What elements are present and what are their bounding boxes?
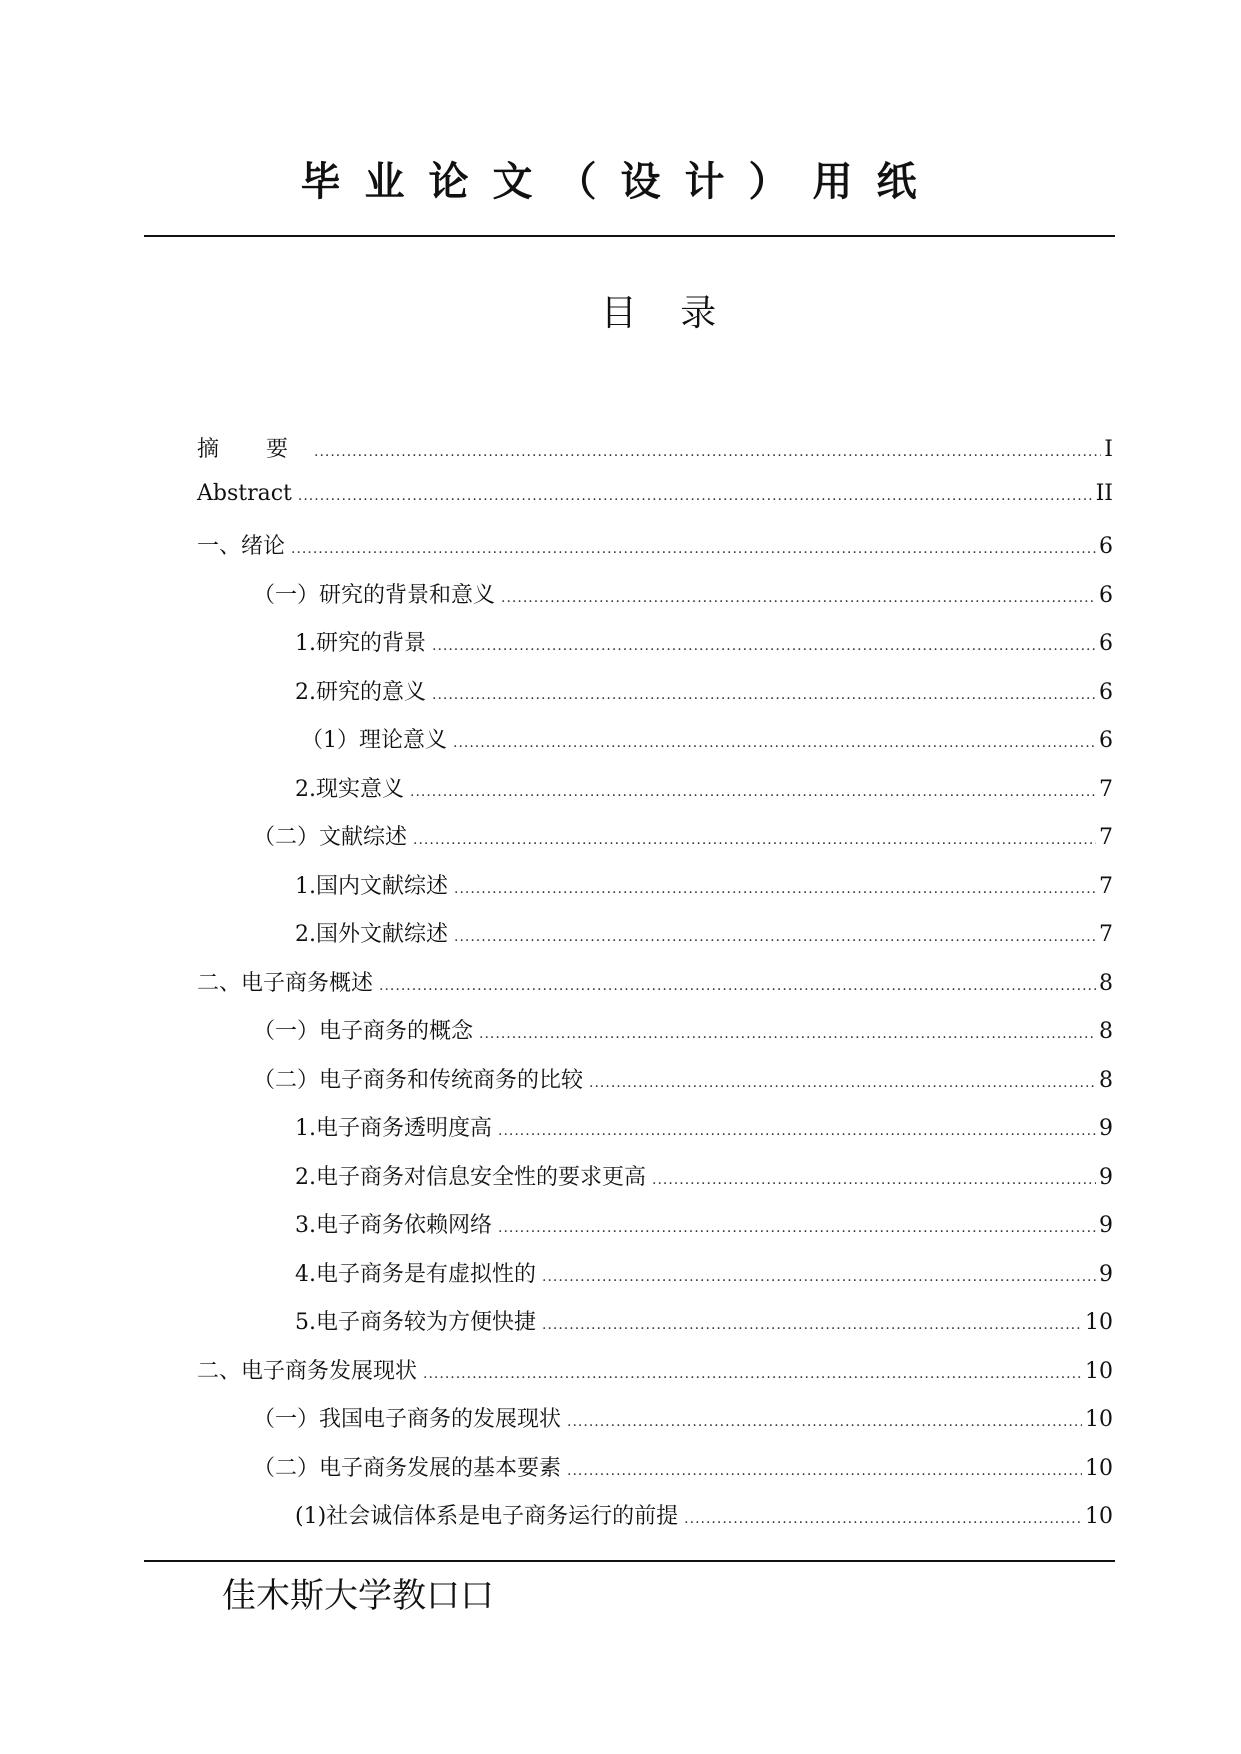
toc-entry[interactable]	[197, 772, 1113, 821]
toc-entry-label: （1）理论意义	[301, 728, 447, 753]
toc-entry[interactable]	[197, 626, 1113, 675]
toc-entry-page: 10	[1085, 1407, 1113, 1432]
toc-leader	[413, 832, 1096, 848]
toc-entry-label: （二）电子商务发展的基本要素	[253, 1455, 562, 1481]
toc-entry-page: 6	[1099, 631, 1113, 656]
toc-leader	[291, 541, 1096, 557]
toc-entry-label: Abstract	[197, 480, 292, 506]
toc-entry-page: II	[1095, 480, 1113, 506]
toc-leader	[453, 735, 1096, 751]
toc-entry-page: 6	[1099, 582, 1113, 608]
table-of-contents	[197, 432, 1113, 1548]
toc-entry[interactable]	[197, 675, 1113, 724]
toc-entry-page: 10	[1085, 1455, 1113, 1481]
toc-leader	[567, 1414, 1082, 1430]
toc-entry-label: 3.电子商务依赖网络	[295, 1213, 492, 1238]
toc-leader	[542, 1317, 1082, 1333]
toc-entry-page: 9	[1099, 1164, 1113, 1190]
toc-leader	[567, 1463, 1082, 1479]
toc-entry-page: I	[1104, 437, 1113, 462]
toc-entry[interactable]	[197, 432, 1113, 481]
header-divider	[144, 235, 1115, 237]
toc-entry-label: （一）研究的背景和意义	[253, 582, 496, 608]
toc-leader	[542, 1269, 1096, 1285]
toc-entry-label: (1)社会诚信体系是电子商务运行的前提	[295, 1504, 679, 1529]
toc-entry-page: 8	[1099, 970, 1113, 996]
toc-leader	[454, 929, 1096, 945]
toc-entry[interactable]	[197, 1014, 1113, 1063]
toc-entry-label: 2.电子商务对信息安全性的要求更高	[295, 1164, 646, 1190]
toc-entry-label: 5.电子商务较为方便快捷	[295, 1310, 536, 1335]
toc-leader	[423, 1366, 1082, 1382]
toc-entry-label: 二、电子商务概述	[197, 970, 374, 996]
toc-entry-page: 8	[1099, 1019, 1113, 1044]
footer-divider	[144, 1560, 1115, 1562]
toc-leader	[379, 978, 1096, 994]
toc-entry-label: 1.电子商务透明度高	[295, 1116, 492, 1141]
toc-leader	[454, 881, 1096, 897]
toc-entry-label: 2.研究的意义	[295, 679, 426, 705]
toc-leader	[501, 590, 1096, 606]
toc-entry[interactable]	[197, 723, 1113, 772]
toc-leader	[314, 444, 1101, 460]
toc-leader	[479, 1026, 1096, 1042]
toc-entry-page: 7	[1099, 825, 1113, 850]
toc-entry[interactable]	[197, 1208, 1113, 1257]
toc-entry[interactable]	[197, 529, 1113, 578]
toc-leader	[684, 1511, 1082, 1527]
toc-entry-label: （二）文献综述	[253, 825, 408, 850]
toc-entry-label: 4.电子商务是有虚拟性的	[295, 1261, 536, 1287]
toc-entry[interactable]	[197, 869, 1113, 918]
toc-entry[interactable]	[197, 1111, 1113, 1160]
toc-entry[interactable]	[197, 1160, 1113, 1209]
toc-entry-label: 1.研究的背景	[295, 631, 426, 656]
toc-entry-page: 9	[1099, 1116, 1113, 1141]
toc-leader	[432, 638, 1096, 654]
toc-entry-page: 6	[1099, 679, 1113, 705]
toc-entry-page: 6	[1099, 534, 1113, 559]
toc-entry-label: 2.现实意义	[295, 776, 404, 802]
toc-leader	[498, 1123, 1096, 1139]
toc-entry-page: 9	[1099, 1261, 1113, 1287]
toc-leader	[298, 488, 1093, 504]
toc-entry[interactable]	[197, 578, 1113, 627]
toc-entry[interactable]	[197, 917, 1113, 966]
toc-entry[interactable]	[197, 1257, 1113, 1306]
toc-entry-page: 10	[1085, 1504, 1113, 1529]
toc-entry-page: 10	[1085, 1358, 1113, 1384]
toc-entry-label: 1.国内文献综述	[295, 873, 448, 899]
toc-entry-label: 二、电子商务发展现状	[197, 1358, 418, 1384]
toc-entry-label: （一）电子商务的概念	[253, 1019, 474, 1044]
toc-leader	[498, 1220, 1096, 1236]
toc-entry-page: 7	[1099, 873, 1113, 899]
toc-entry-page: 8	[1099, 1067, 1113, 1093]
toc-entry[interactable]	[197, 820, 1113, 869]
toc-entry[interactable]	[197, 966, 1113, 1015]
toc-entry[interactable]	[197, 1451, 1113, 1500]
toc-entry-page: 6	[1099, 728, 1113, 753]
toc-title: 目 录	[600, 293, 733, 334]
toc-leader	[432, 687, 1096, 703]
toc-entry-label: 2.国外文献综述	[295, 922, 448, 947]
toc-leader	[410, 784, 1096, 800]
toc-entry-page: 7	[1099, 776, 1113, 802]
toc-entry-label: （二）电子商务和传统商务的比较	[253, 1067, 584, 1093]
toc-entry[interactable]	[197, 1499, 1113, 1548]
toc-entry-label: 摘 要	[197, 437, 308, 462]
toc-entry-page: 9	[1099, 1213, 1113, 1238]
toc-entry[interactable]	[197, 1354, 1113, 1403]
toc-leader	[589, 1075, 1096, 1091]
toc-leader	[652, 1172, 1096, 1188]
page-header-title: 毕业论文（设计）用纸	[300, 158, 941, 205]
toc-entry-label: （一）我国电子商务的发展现状	[253, 1407, 562, 1432]
footer-organization: 佳木斯大学教口口	[222, 1576, 494, 1616]
toc-entry-page: 7	[1099, 922, 1113, 947]
toc-entry-label: 一、绪论	[197, 534, 286, 559]
toc-entry[interactable]	[197, 1063, 1113, 1112]
toc-entry-page: 10	[1085, 1310, 1113, 1335]
toc-entry[interactable]	[197, 1305, 1113, 1354]
toc-entry[interactable]	[197, 1402, 1113, 1451]
toc-entry[interactable]	[197, 481, 1113, 530]
